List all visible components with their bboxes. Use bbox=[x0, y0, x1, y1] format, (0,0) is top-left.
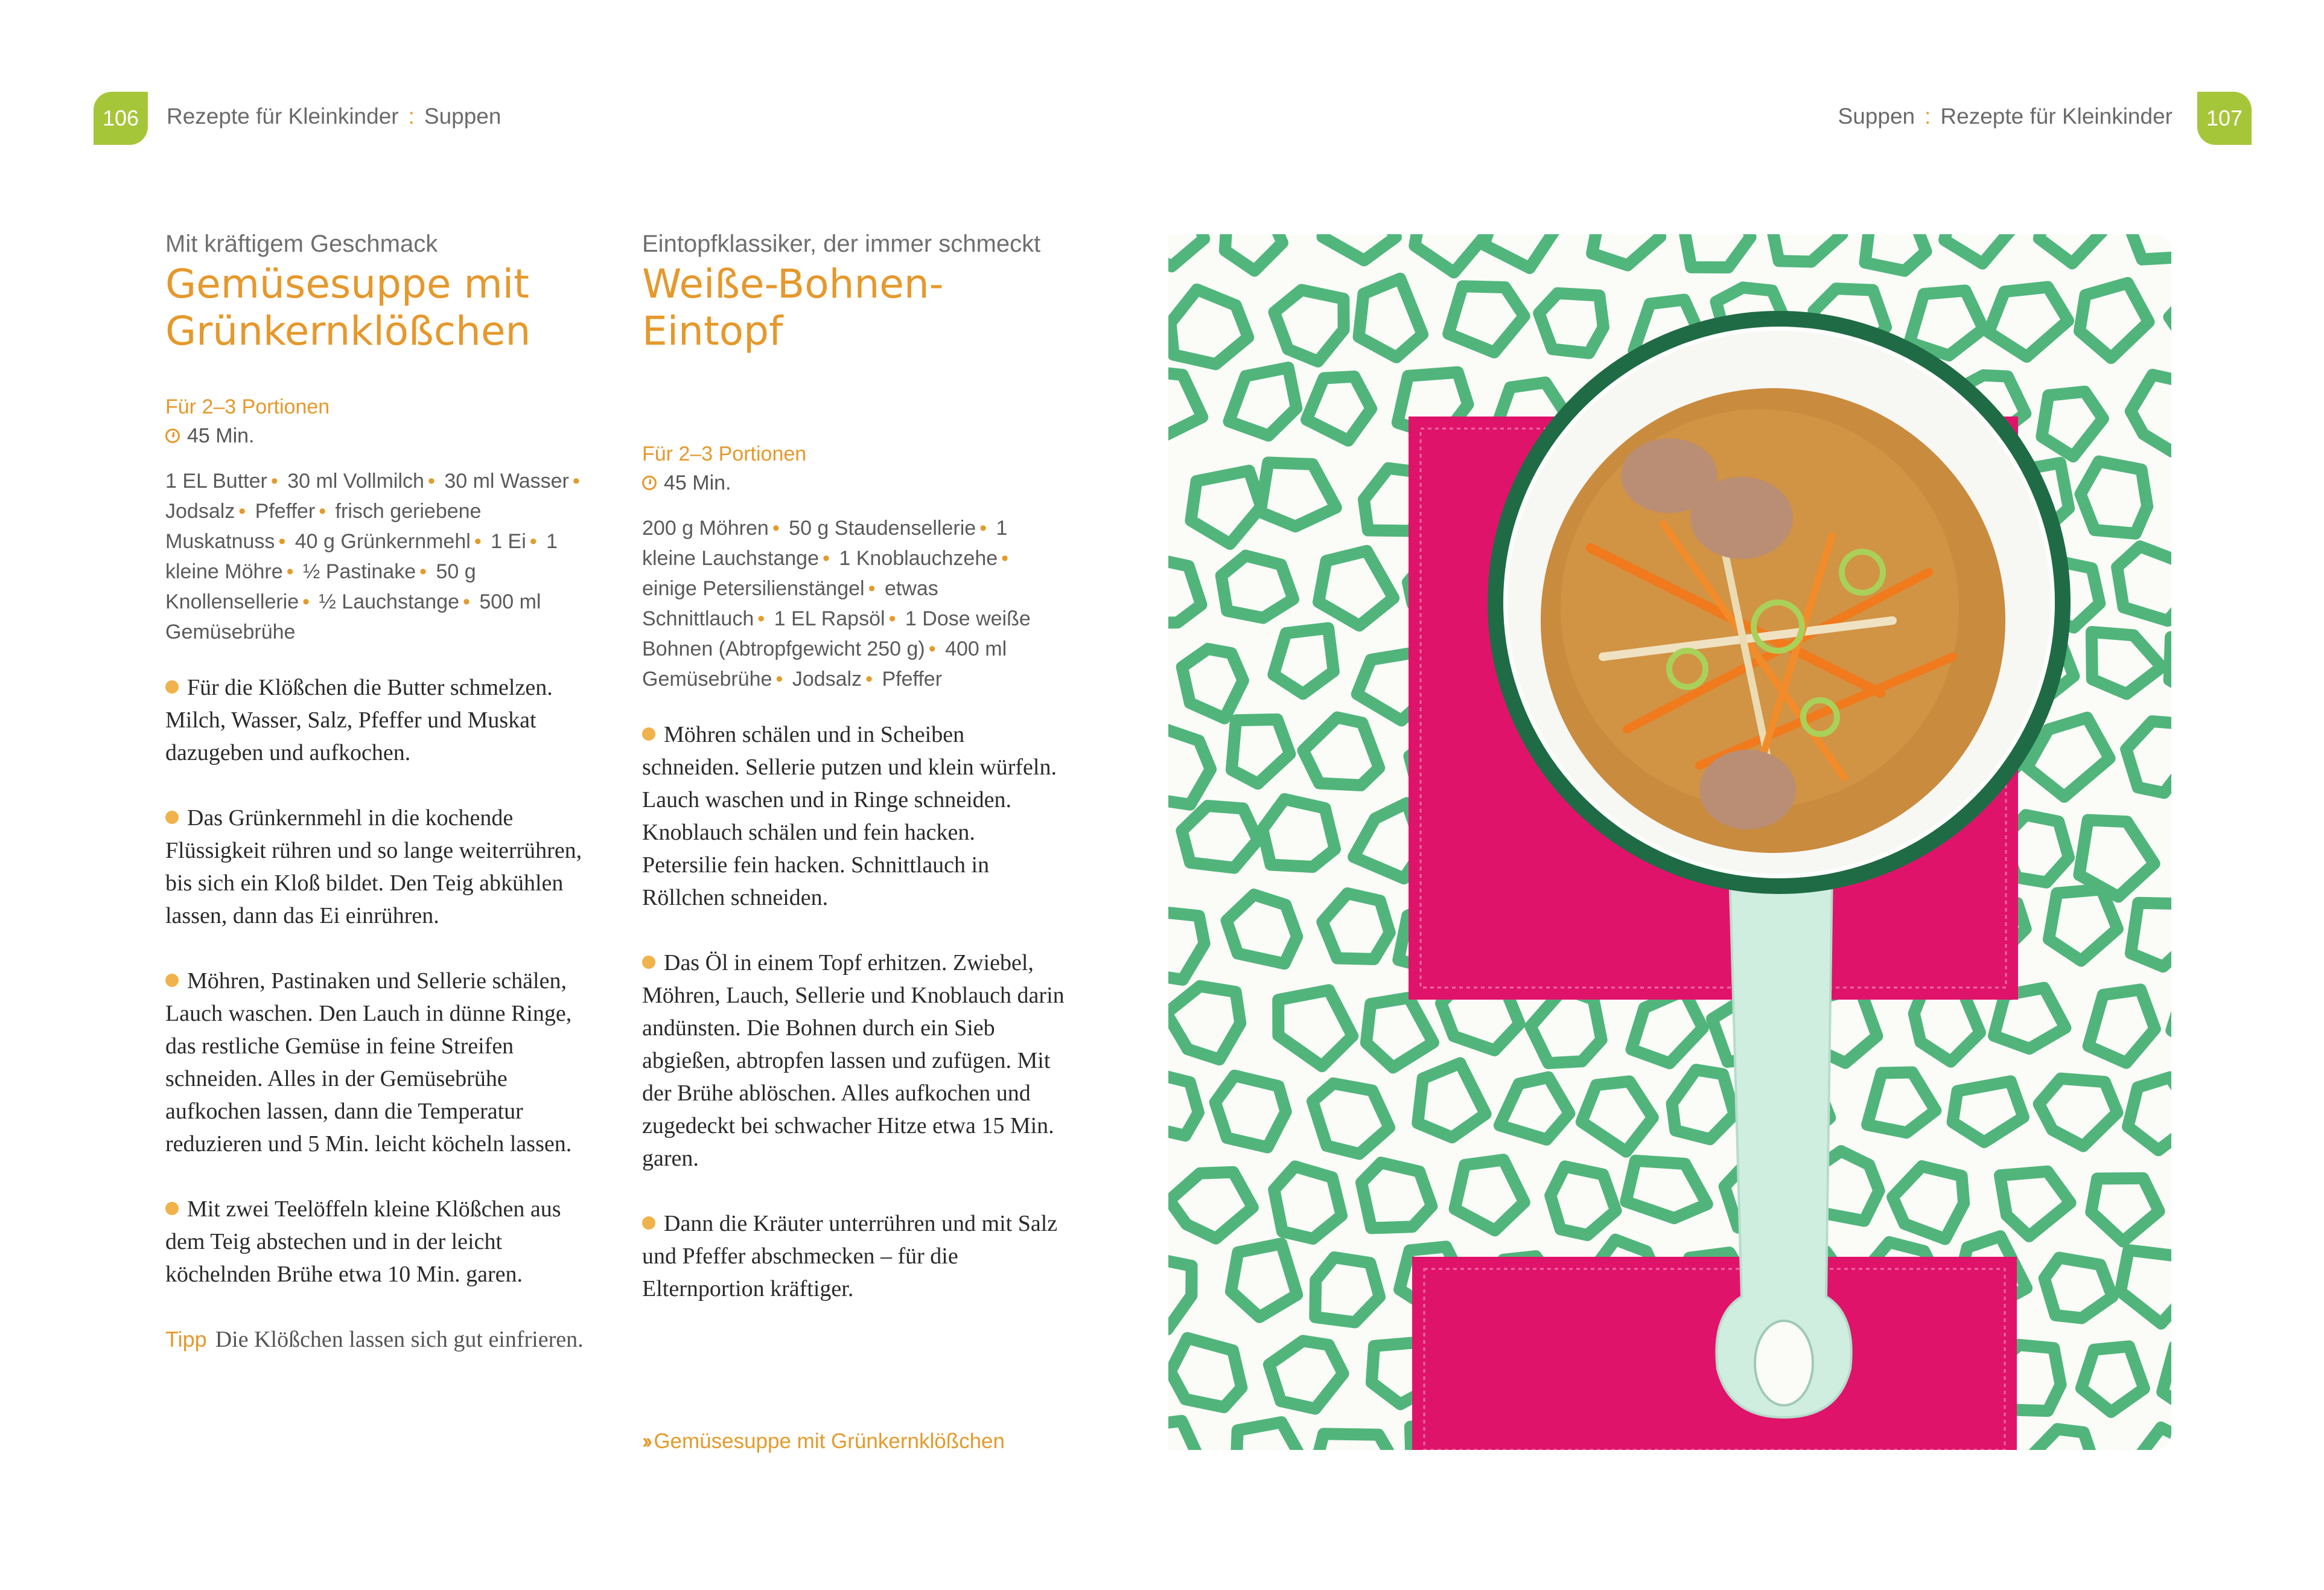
ingredient-item: 1 Knoblauchzehe bbox=[839, 547, 998, 570]
ingredient-item: 1 Dose weiße Bohnen (Abtropfgewicht 250 g) bbox=[642, 607, 1031, 660]
ingredient-item: 200 g Möhren bbox=[642, 517, 769, 540]
bullet-icon bbox=[165, 1202, 179, 1215]
recipe-step bbox=[165, 802, 588, 932]
recipe-step bbox=[165, 1193, 588, 1291]
bullet-icon bbox=[642, 956, 655, 969]
recipe-portions: Für 2–3 Portionen bbox=[165, 395, 330, 418]
ingredient-item: 50 g Staudensellerie bbox=[789, 517, 976, 540]
ingredient-item: 400 ml Gemüsebrühe bbox=[642, 637, 1007, 691]
recipe-kicker: Mit kräftigem Geschmack bbox=[165, 231, 438, 257]
recipe-time-value: 45 Min. bbox=[664, 471, 731, 494]
clock-icon bbox=[642, 476, 657, 490]
clock-icon bbox=[165, 429, 180, 443]
ingredient-item: 500 ml Gemüsebrühe bbox=[165, 590, 541, 643]
separator-dot-icon: • bbox=[529, 530, 537, 553]
running-head-left bbox=[167, 104, 501, 129]
ingredient-list bbox=[165, 466, 588, 647]
recipe-step bbox=[642, 947, 1065, 1175]
separator-dot-icon: • bbox=[979, 517, 987, 540]
separator-dot-icon: • bbox=[463, 590, 470, 613]
ingredient-item: ½ Pastinake bbox=[303, 560, 416, 583]
separator-dot-icon: • bbox=[427, 470, 435, 493]
separator-dot-icon: • bbox=[238, 500, 246, 523]
recipe-step bbox=[642, 718, 1065, 914]
title-spacer bbox=[642, 355, 1065, 402]
separator-dot-icon: • bbox=[302, 590, 310, 613]
running-head-subsection: Suppen bbox=[424, 104, 501, 129]
separator-dot-icon: • bbox=[865, 668, 873, 691]
page-number-right: 107 bbox=[2197, 92, 2252, 145]
ingredient-item: 1 EL Butter bbox=[165, 470, 267, 493]
ingredient-item: Pfeffer bbox=[255, 500, 316, 523]
bullet-icon bbox=[165, 811, 179, 824]
recipe-time bbox=[165, 421, 588, 450]
running-head-separator: : bbox=[408, 104, 415, 129]
recipe-portions: Für 2–3 Portionen bbox=[642, 442, 807, 465]
running-head-right bbox=[1810, 104, 2173, 129]
recipe-title bbox=[642, 261, 1065, 402]
separator-dot-icon: • bbox=[757, 607, 765, 630]
pink-napkin-bottom bbox=[1412, 1257, 2017, 1450]
ingredient-item: 1 Ei bbox=[491, 530, 526, 553]
separator-dot-icon: • bbox=[772, 517, 780, 540]
separator-dot-icon: • bbox=[474, 530, 482, 553]
ingredient-item: 1 kleine Lauchstange bbox=[642, 517, 1008, 570]
recipe-gemuesesuppe bbox=[165, 229, 588, 1356]
recipe-step-text: Möhren, Pastinaken und Sellerie schälen, Lauch waschen. Den Lauch in dünne Ringe, das restliche Gemüse in feine Streifen schneiden. Alles in der Gemüsebrühe aufkochen lassen, dann die Temperatur reduzieren und 5 Min. leicht köcheln lassen. bbox=[165, 968, 572, 1157]
separator-dot-icon: • bbox=[572, 470, 580, 493]
separator-dot-icon: • bbox=[270, 470, 278, 493]
ingredient-item: Jodsalz bbox=[165, 500, 235, 523]
recipe-time bbox=[642, 468, 1065, 497]
recipe-step bbox=[642, 1207, 1065, 1305]
recipe-time-value: 45 Min. bbox=[187, 424, 255, 447]
handle-hole bbox=[1755, 1321, 1813, 1405]
bullet-icon bbox=[165, 974, 179, 987]
ingredient-list bbox=[642, 513, 1065, 694]
recipe-step-text: Möhren schälen und in Scheiben schneiden. Sellerie putzen und klein würfeln. Lauch waschen und in Ringe schneiden. Knoblauch schälen und fein hacken. Petersilie fein hacken. Schnittlauch in Röllchen schneiden. bbox=[642, 722, 1057, 910]
ingredient-item: Jodsalz bbox=[792, 668, 862, 691]
recipe-step-text: Das Grünkernmehl in die kochende Flüssigkeit rühren und so lange weiterrühren, bis sich ein Kloß bildet. Den Teig abkühlen lassen, dann das Ei einrühren. bbox=[165, 805, 582, 928]
separator-dot-icon: • bbox=[928, 637, 936, 660]
separator-dot-icon: • bbox=[775, 668, 783, 691]
ingredient-item: 1 kleine Möhre bbox=[165, 530, 558, 583]
step-list bbox=[165, 671, 588, 1291]
ingredient-item: ½ Lauchstange bbox=[319, 590, 460, 613]
separator-dot-icon: • bbox=[823, 547, 830, 570]
separator-dot-icon: • bbox=[1001, 547, 1009, 570]
separator-dot-icon: • bbox=[319, 500, 326, 523]
step-list bbox=[642, 718, 1065, 1305]
recipe-kicker: Eintopfklassiker, der immer schmeckt bbox=[642, 231, 1041, 257]
recipe-step-text: Mit zwei Teelöffeln kleine Klößchen aus dem Teig abstechen und in der leicht köchelnden Brühe etwa 10 Min. garen. bbox=[165, 1196, 561, 1287]
recipe-photo bbox=[1168, 234, 2171, 1450]
separator-dot-icon: • bbox=[278, 530, 286, 553]
running-head-subsection: Rezepte für Kleinkinder bbox=[1940, 104, 2173, 129]
ingredient-item: 50 g Knollensellerie bbox=[165, 560, 476, 613]
ingredient-item: 30 ml Vollmilch bbox=[287, 470, 424, 493]
bullet-icon bbox=[642, 1216, 655, 1230]
recipe-bohneneintopf bbox=[642, 229, 1065, 1338]
soup-pot-photo bbox=[1168, 234, 2171, 1450]
recipe-title-line: Gemüsesuppe mit bbox=[165, 261, 529, 307]
ingredient-item: 30 ml Wasser bbox=[444, 470, 569, 493]
ingredient-item: etwas Schnittlauch bbox=[642, 577, 938, 630]
ingredient-item: 1 EL Rapsöl bbox=[774, 607, 885, 630]
tip-text: Die Klößchen lassen sich gut einfrieren. bbox=[215, 1327, 584, 1352]
recipe-step bbox=[165, 965, 588, 1160]
ingredient-item: Pfeffer bbox=[882, 668, 943, 691]
cross-reference-text: Gemüsesuppe mit Grünkernklößchen bbox=[654, 1429, 1005, 1453]
separator-dot-icon: • bbox=[888, 607, 896, 630]
separator-dot-icon: • bbox=[286, 560, 294, 583]
separator-dot-icon: • bbox=[419, 560, 427, 583]
running-head-separator: : bbox=[1924, 104, 1931, 129]
ingredient-item: 40 g Grünkernmehl bbox=[294, 530, 471, 553]
ingredient-item: frisch geriebene Muskatnuss bbox=[165, 500, 482, 553]
running-head-section: Rezepte für Kleinkinder bbox=[167, 104, 399, 129]
tip-label: Tipp bbox=[165, 1327, 207, 1352]
recipe-step-text: Das Öl in einem Topf erhitzen. Zwiebel, Möhren, Lauch, Sellerie und Knoblauch darin andünsten. Die Bohnen durch ein Sieb abgießen, abtropfen lassen und zufügen. Mit der Brühe ablöschen. Alles aufkochen und zugedeckt bei schwacher Hitze etwa 15 Min. garen. bbox=[642, 950, 1065, 1171]
recipe-tip bbox=[165, 1323, 588, 1356]
separator-dot-icon: • bbox=[868, 577, 876, 600]
recipe-title-line: Grünkernklößchen bbox=[165, 308, 531, 354]
recipe-step-text: Für die Klößchen die Butter schmelzen. Milch, Wasser, Salz, Pfeffer und Muskat dazugeben und aufkochen. bbox=[165, 675, 553, 765]
cross-reference-link[interactable] bbox=[642, 1429, 1005, 1454]
recipe-step bbox=[165, 671, 588, 769]
bullet-icon bbox=[642, 727, 655, 741]
recipe-title-line: Weiße-Bohnen-Eintopf bbox=[642, 261, 944, 354]
ingredient-item: einige Petersilienstängel bbox=[642, 577, 865, 600]
recipe-title bbox=[165, 261, 588, 355]
running-head-section: Suppen bbox=[1838, 104, 1915, 129]
recipe-step-text: Dann die Kräuter unterrühren und mit Salz und Pfeffer abschmecken – für die Elternportion kräftiger. bbox=[642, 1211, 1058, 1301]
page-number-left: 106 bbox=[94, 92, 148, 145]
bullet-icon bbox=[165, 680, 179, 694]
double-chevron-right-icon: ›› bbox=[642, 1429, 649, 1453]
